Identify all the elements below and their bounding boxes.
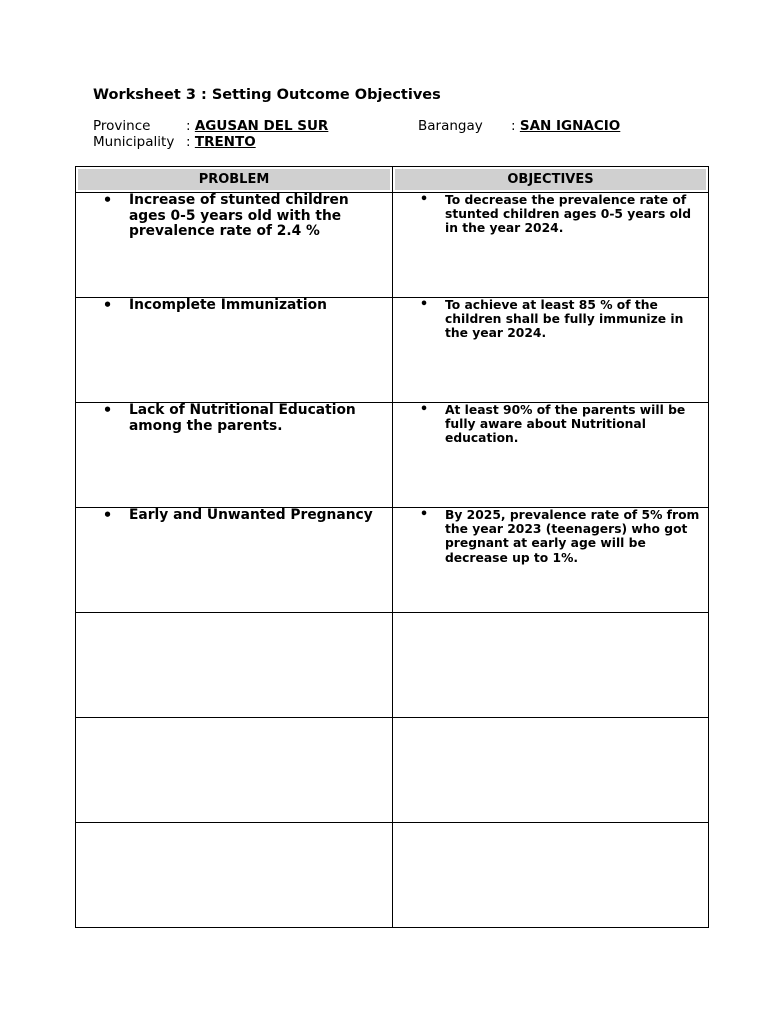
barangay-value: SAN IGNACIO (519, 118, 621, 134)
objective-item (393, 193, 708, 236)
bullet-icon: • (419, 402, 429, 417)
table-row (76, 613, 709, 718)
problem-cell (76, 508, 393, 613)
problem-item (76, 508, 392, 524)
problem-cell (76, 403, 393, 508)
barangay-separator: : (511, 118, 516, 134)
objective-item (393, 298, 708, 341)
municipality-label: Municipality (93, 134, 175, 150)
objective-cell (393, 613, 709, 718)
problem-cell (76, 193, 393, 298)
problem-text: Incomplete Immunization (129, 297, 327, 313)
problem-text: Lack of Nutritional Education among the parents. (129, 402, 356, 434)
objective-cell (393, 718, 709, 823)
municipality-separator: : (186, 134, 191, 150)
objective-text: By 2025, prevalence rate of 5% from the year 2023 (teenagers) who got pregnant at early age will be decrease up to 1%. (445, 508, 700, 565)
table-row (76, 193, 709, 298)
bullet-icon: • (102, 191, 113, 209)
objective-cell (393, 193, 709, 298)
municipality-value: TRENTO (194, 134, 256, 150)
problem-text: Increase of stunted children ages 0-5 years old with the prevalence rate of 2.4 % (129, 192, 349, 239)
problem-item (76, 193, 392, 240)
bullet-icon: • (419, 192, 429, 207)
bullet-icon: • (419, 297, 429, 312)
province-row (93, 118, 328, 134)
problem-cell (76, 823, 393, 928)
objective-cell (393, 298, 709, 403)
bullet-icon: • (419, 507, 429, 522)
barangay-label: Barangay (418, 118, 483, 134)
table-row (76, 403, 709, 508)
problem-item (76, 403, 392, 434)
barangay-row (418, 118, 620, 134)
problem-cell (76, 718, 393, 823)
province-separator: : (186, 118, 191, 134)
bullet-icon: • (102, 506, 113, 524)
worksheet-title: Worksheet 3 : Setting Outcome Objectives (93, 87, 441, 103)
objective-text: To decrease the prevalence rate of stunted children ages 0-5 years old in the year 2024. (445, 193, 692, 236)
table-row (76, 823, 709, 928)
bullet-icon: • (102, 401, 113, 419)
problem-cell (76, 298, 393, 403)
problem-text: Early and Unwanted Pregnancy (129, 507, 373, 523)
problem-header: PROBLEM (76, 167, 393, 193)
objective-cell (393, 403, 709, 508)
objective-cell (393, 823, 709, 928)
table-row (76, 298, 709, 403)
objectives-header: OBJECTIVES (393, 167, 709, 193)
objective-item (393, 403, 708, 446)
table-header-row (76, 167, 709, 193)
municipality-row (93, 134, 256, 150)
bullet-icon: • (102, 296, 113, 314)
problem-cell (76, 613, 393, 718)
objective-text: To achieve at least 85 % of the children shall be fully immunize in the year 2024. (445, 298, 684, 341)
objectives-table (75, 166, 709, 928)
province-value: AGUSAN DEL SUR (194, 118, 329, 134)
objective-cell (393, 508, 709, 613)
province-label: Province (93, 118, 151, 134)
table-row (76, 718, 709, 823)
table-row (76, 508, 709, 613)
problem-item (76, 298, 392, 314)
objective-item (393, 508, 708, 565)
objective-text: At least 90% of the parents will be fully aware about Nutritional education. (445, 403, 686, 446)
